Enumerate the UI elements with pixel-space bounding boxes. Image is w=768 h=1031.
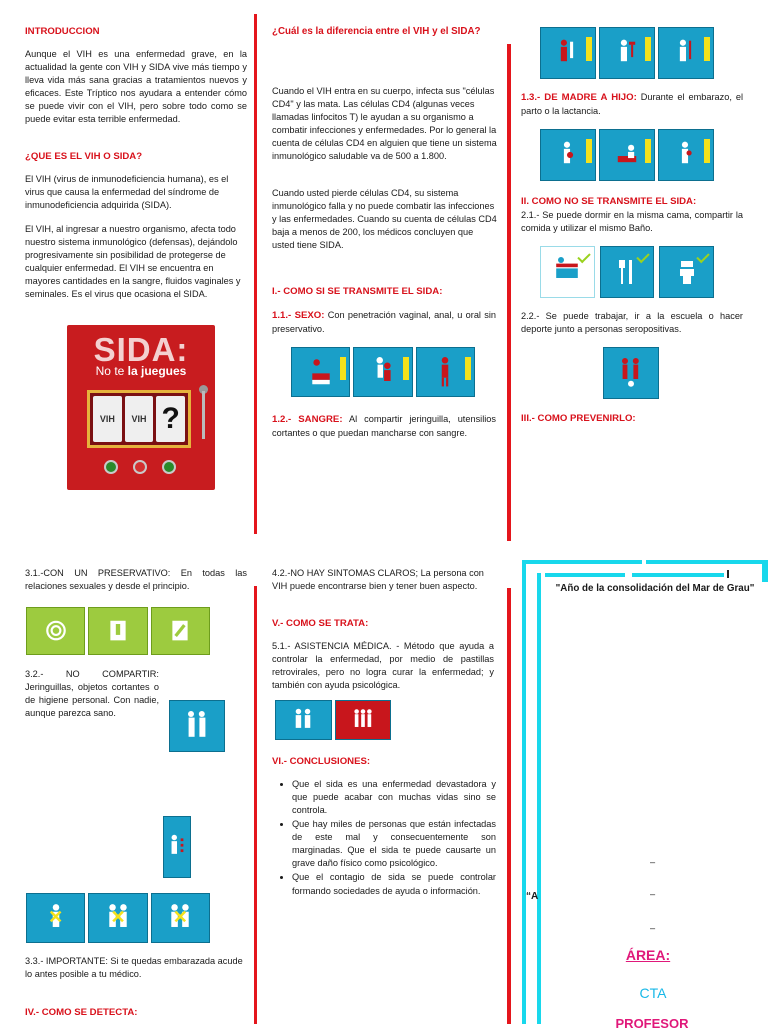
- conclusion-item: • Que el sida es una enfermedad devastadora y que puede acabar con muchas vidas sino se controla.: [292, 778, 496, 817]
- madre-desc: Durante el embarazo, el parto o la lactancia.: [521, 92, 743, 116]
- diff-paragraph: Cuando usted pierde células CD4, su sistema inmunológico falla y no puede combatir las infecciones y las enfermedades. Cuando su cuenta de células CD4 baja a menos de 200, los médicos concluyen que usted tiene SIDA.: [272, 188, 497, 251]
- condom-pictograms: [23, 604, 213, 658]
- sangre-label: SANGRE:: [291, 414, 343, 425]
- doctor-icon: [275, 700, 332, 740]
- intro-text: Aunque el VIH es una enfermedad grave, en la actualidad la gente con VIH y SIDA vive más tiempo y lleva vida más sana gracias a tratamientos nuevos y eficaces. Este Tríptico nos ayudara a entender cómo se puede vivir con el VIH, pero sobre todo como se puede evitar esta terrible enfermedad.: [25, 49, 247, 125]
- poster-subtitle-b: la juegues: [127, 364, 187, 378]
- condom-icon: [151, 607, 210, 655]
- cover-border: [646, 560, 768, 564]
- sexo-desc: Con penetración vaginal, anal, u oral sin preservativo.: [272, 310, 496, 334]
- detecta-heading: IV.- COMO SE DETECTA:: [25, 1007, 138, 1018]
- poster-subtitle: [67, 363, 215, 380]
- condom-icon: [88, 607, 147, 655]
- cover-border: [522, 560, 526, 1024]
- madre-hijo-pictograms: [537, 24, 717, 82]
- fork-knife-icon: [600, 246, 655, 298]
- pregnancy-pictograms: [537, 126, 717, 184]
- intro-heading: INTRODUCCION: [25, 26, 100, 37]
- toilet-icon: [659, 246, 714, 298]
- sexo-pictograms: [288, 344, 478, 400]
- sexo-number: 1.1.-: [272, 310, 292, 321]
- lever-icon: [202, 391, 205, 439]
- sintomas-42: 4.2.-NO HAY SINTOMAS CLAROS; La persona con VIH puede encontrarse bien y tener buen aspecto.: [272, 568, 484, 592]
- bed-icon: [540, 246, 595, 298]
- diff-paragraph: Cuando el VIH entra en su cuerpo, infecta sus "células CD4" y las mata. Las células CD4 (algunas veces llamadas linfocitos T) le ayudan a su organismo a combatir infecciones y enfermedades. Por lo general la cuenta de células CD4 en alguien que tiene un sistema inmunológico saludable va de 500 a 1.800.: [272, 86, 497, 162]
- column-divider: [507, 588, 511, 1024]
- cover-panel: [522, 560, 768, 1031]
- sport-pictogram: [600, 344, 662, 402]
- year-title: "Año de la consolidación del Mar de Grau": [555, 583, 755, 594]
- transmite-heading: I.- COMO SI SE TRANSMITE EL SIDA:: [272, 286, 443, 297]
- group-icon: [335, 700, 392, 740]
- que-es-heading: ¿QUE ES EL VIH O SIDA?: [25, 151, 143, 162]
- cover-border: [762, 560, 768, 582]
- profesor-label: [592, 1016, 712, 1031]
- slot-reel: ?: [156, 396, 185, 442]
- cover-dash: –: [650, 923, 656, 933]
- cover-side-mark: “A: [526, 891, 539, 902]
- prevencion-33: 3.3.- IMPORTANTE: Si te quedas embarazada acude lo antes posible a tu médico.: [25, 956, 243, 980]
- no-syringe-icon: ✕: [26, 893, 85, 943]
- cover-dash: –: [650, 857, 656, 867]
- conclusion-item: • Que hay miles de personas que están infectadas de este mal y consecuentemente son marginadas. Que el sida te puede causarte un grave daño físico como psicológico.: [292, 818, 496, 870]
- poster-title: SIDA:: [93, 331, 189, 368]
- doctor-pictogram: [166, 697, 228, 755]
- madre-number: 1.3.-: [521, 92, 541, 103]
- no-razor-icon: ✕: [88, 893, 147, 943]
- condom-icon: [26, 607, 85, 655]
- light-icon: [162, 460, 176, 474]
- pregnant-woman-icon: [540, 129, 596, 181]
- no-transmite-heading: II. COMO NO SE TRANSMITE EL SIDA:: [521, 196, 697, 207]
- light-icon: [133, 460, 147, 474]
- column-divider: [507, 44, 511, 541]
- sida-poster: [67, 325, 215, 490]
- trata-51: 5.1.- ASISTENCIA MÉDICA. - Método que ayuda a controlar la enfermedad, por medio de pastillas retrovirales, pero no logra curar la enfermedad; y también con ayuda psicológica.: [272, 641, 494, 691]
- area-value: CTA: [639, 985, 667, 1001]
- trata-heading: V.- COMO SE TRATA:: [272, 618, 369, 629]
- que-es-paragraph: El VIH (virus de inmunodeficiencia humana), es el virus que causa la enfermedad del síndrome de inmunodeficiencia adquirida (SIDA).: [25, 174, 229, 211]
- couple-icon: [353, 347, 412, 397]
- breastfeeding-icon: [658, 129, 714, 181]
- madre-label: DE MADRE A HIJO:: [540, 92, 637, 103]
- no-transmite-pictograms: [537, 243, 717, 301]
- sangre-text: [272, 413, 496, 440]
- prevencion-31: 3.1.-CON UN PRESERVATIVO: En todas las relaciones sexuales y desde el principio.: [25, 568, 247, 592]
- conclusiones-list: [270, 778, 496, 899]
- birth-icon: [599, 129, 655, 181]
- diff-heading: ¿Cuál es la diferencia entre el VIH y el SIDA?: [272, 26, 481, 37]
- sangre-number: 1.2.-: [272, 414, 292, 425]
- people-sport-icon: [603, 347, 659, 399]
- no-transmite-2: 2.2.- Se puede trabajar, ir a la escuela o hacer deporte junto a personas seropositivas.: [521, 311, 743, 335]
- tratamiento-pictograms: [272, 697, 394, 743]
- prevenir-heading: III.- COMO PREVENIRLO:: [521, 413, 636, 424]
- conclusion-item: • Que el contagio de sida se puede controlar formando sociedades de ayuda o información.: [292, 871, 496, 897]
- column-divider: [254, 14, 257, 534]
- conclusiones-heading: VI.- CONCLUSIONES:: [272, 756, 371, 767]
- cover-dash: –: [650, 889, 656, 899]
- injection-pictogram: [160, 813, 194, 881]
- cover-border: [632, 573, 724, 577]
- slot-reel: VIH: [125, 396, 154, 442]
- syringe-icon: [163, 816, 191, 878]
- cover-border: [537, 573, 541, 1024]
- no-transmite-1: 2.1.- Se puede dormir en la misma cama, compartir la comida y utilizar el mismo Baño.: [521, 210, 743, 234]
- poster-subtitle-a: No te: [95, 364, 128, 378]
- light-icon: [104, 460, 118, 474]
- sexo-label: SEXO:: [291, 310, 325, 321]
- slot-reels: [87, 390, 191, 448]
- cover-border: [522, 560, 642, 564]
- sexo-text: [272, 309, 496, 336]
- madre-text: [521, 91, 743, 118]
- sangre-desc: Al compartir jeringuilla, utensilios cortantes o que puedan mancharse con sangre.: [272, 414, 496, 438]
- no-toothbrush-icon: ✕: [151, 893, 210, 943]
- prevencion-32: 3.2.- NO COMPARTIR: Jeringuillas, objetos cortantes o de higiene personal. Con nadie, aunque parezca sano.: [25, 669, 159, 719]
- couple-icon: [291, 347, 350, 397]
- syringe-icon: [540, 27, 596, 79]
- no-compartir-pictograms: [23, 890, 213, 946]
- couple-icon: [416, 347, 475, 397]
- column-divider: [254, 586, 257, 1024]
- slot-lights: [97, 460, 183, 474]
- profesor-text: PROFESOR: [615, 1016, 689, 1031]
- que-es-paragraph: El VIH, al ingresar a nuestro organismo, afecta todo nuestro sistema inmunológico (defensas), dejándolo progresivamente sin posibilidad de protegerse de cualquier enfermedad. El VIH se encuentra en mayores cantidades en la sangre, fluidos vaginales y seminales. Es el virus que ocasiona el SIDA.: [25, 224, 241, 300]
- cover-border: [545, 573, 625, 577]
- razor-icon: [599, 27, 655, 79]
- cover-mark: [727, 570, 729, 578]
- toothbrush-icon: [658, 27, 714, 79]
- area-label: ÁREA:: [625, 947, 671, 963]
- slot-reel: VIH: [93, 396, 122, 442]
- doctor-icon: [169, 700, 225, 752]
